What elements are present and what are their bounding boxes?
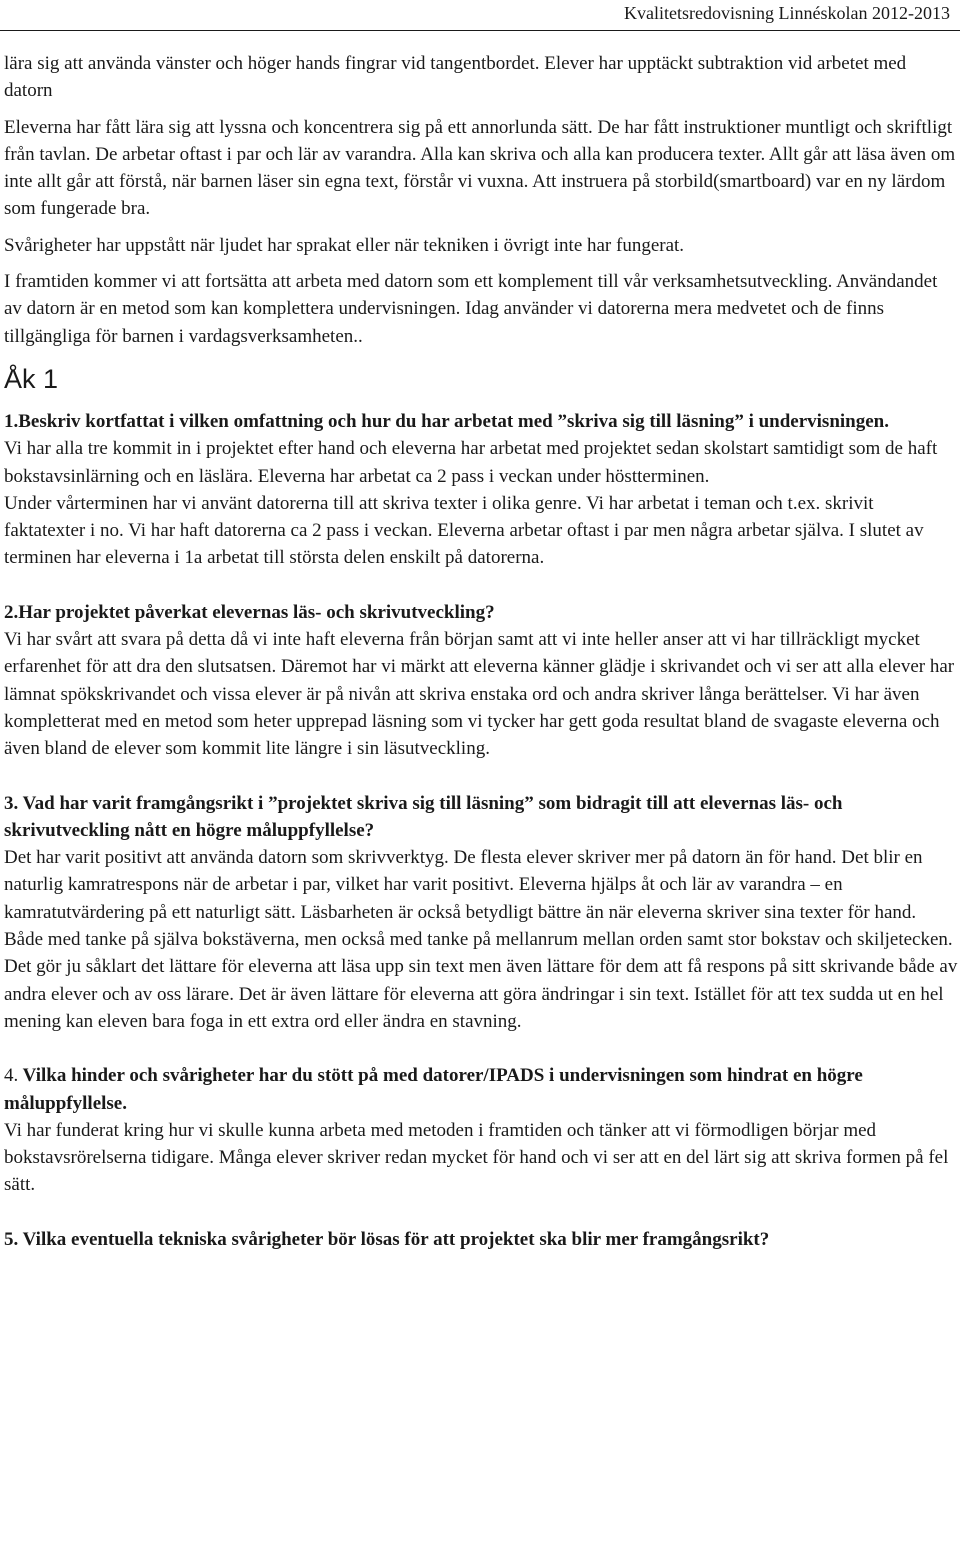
question-5: 5. Vilka eventuella tekniska svårigheter bör lösas för att projektet ska blir mer framgångsrikt? bbox=[4, 1228, 770, 1250]
question-4-text: Vilka hinder och svårigheter har du stött på med datorer/IPADS i undervisningen som hindrat en högre måluppfyllelse. bbox=[4, 1065, 863, 1114]
header-rule bbox=[0, 30, 960, 31]
section-heading: Åk 1 bbox=[4, 363, 59, 394]
intro-paragraph-1: lära sig att använda vänster och höger hands fingrar vid tangentbordet. Elever har upptäckt subtraktion vid arbetet med datorn bbox=[4, 53, 907, 102]
intro-paragraph-3: Svårigheter har uppstått när ljudet har sprakat eller när tekniken i övrigt inte har fungerat. bbox=[4, 234, 685, 256]
question-4-number: 4. bbox=[4, 1065, 19, 1087]
answer-1-part-1: Vi har alla tre kommit in i projektet efter hand och eleverna har arbetat med projektet sedan skolstart samtidigt som de haft bokstavsinlärning och en läslära. Eleverna har arbetat ca 2 pass i veckan under höstterminen. bbox=[4, 438, 938, 487]
answer-2: Vi har svårt att svara på detta då vi inte haft eleverna från början samt att vi inte heller anser att vi har tillräckligt mycket erfarenhet för att dra den slutsatsen. Däremot har vi märkt att eleverna känner glädje i skrivandet och vi ser att alla elever har lämnat spökskrivandet och vissa elever är på nivån att skriva enstaka ord och andra skriver långa berättelser. Vi har även kompletterat med en metod som heter upprepad läsning som vi tycker har gett goda resultat bland de svagaste eleverna och även bland de elever som kommit lite längre i sin läsutveckling. bbox=[4, 629, 955, 760]
running-header: Kvalitetsredovisning Linnéskolan 2012-2013 bbox=[624, 3, 950, 23]
question-1: 1.Beskriv kortfattat i vilken omfattning och hur du har arbetat med ”skriva sig till läsning” i undervisningen. bbox=[4, 410, 889, 432]
answer-1-part-2: Under vårterminen har vi använt datorerna till att skriva texter i olika genre. Vi har arbetat i teman och t.ex. skrivit faktatexter i no. Vi har haft datorerna ca 2 pass i veckan. Eleverna arbetar oftast i par men några arbetar själva. I slutet av terminen har eleverna i 1a arbetat till största delen enskilt på datorerna. bbox=[4, 492, 924, 569]
intro-paragraph-2: Eleverna har fått lära sig att lyssna och koncentrera sig på ett annorlunda sätt. De har fått instruktioner muntligt och skriftligt från tavlan. De arbetar oftast i par och lär av varandra. Alla kan skriva och alla kan producera texter. Allt går att läsa även om inte allt går att förstå, när barnen läser sin egna text, förstår vi vuxna. Att instruera på storbild(smartboard) var en ny lärdom som fungerade bra. bbox=[4, 116, 956, 220]
question-4 bbox=[4, 1062, 958, 1117]
answer-3: Det har varit positivt att använda datorn som skrivverktyg. De flesta elever skriver mer på datorn än för hand. Det blir en naturlig kamratrespons när de arbetar i par, vilket har varit positivt. Eleverna hjälps åt och lär av varandra – en kamratutvärdering på ett naturligt sätt. Läsbarheten är också betydligt bättre än när eleverna skriver sina texter för hand. Både med tanke på själva bokstäverna, men också med tanke på mellanrum mellan orden samt stor bokstav och skiljetecken. Det gör ju såklart det lättare för eleverna att läsa upp sin text men även lättare för dem att få respons på sitt skrivande både av andra elever och av oss lärare. Det är även lättare för eleverna att göra ändringar i sin text. Istället för att tex sudda ut en hel mening kan eleven bara foga in ett extra ord eller ändra en stavning. bbox=[4, 847, 958, 1032]
answer-4: Vi har funderat kring hur vi skulle kunna arbeta med metoden i framtiden och tänker att vi förmodligen börjar med bokstavsrörelserna tidigare. Många elever skriver redan mycket för hand och vi ser att en del lärt sig att skriva formen på fel sätt. bbox=[4, 1119, 949, 1196]
question-3: 3. Vad har varit framgångsrikt i ”projektet skriva sig till läsning” som bidragit till att elevernas läs- och skrivutveckling nått en högre måluppfyllelse? bbox=[4, 792, 843, 841]
intro-paragraph-4: I framtiden kommer vi att fortsätta att arbeta med datorn som ett komplement till vår verksamhetsutveckling. Användandet av datorn är en metod som kan komplettera undervisningen. Idag använder vi datorerna mera medvetet och de finns tillgängliga för barnen i vardagsverksamheten.. bbox=[4, 271, 938, 347]
question-2: 2.Har projektet påverkat elevernas läs- och skrivutveckling? bbox=[4, 601, 495, 623]
document-body bbox=[4, 50, 958, 1253]
